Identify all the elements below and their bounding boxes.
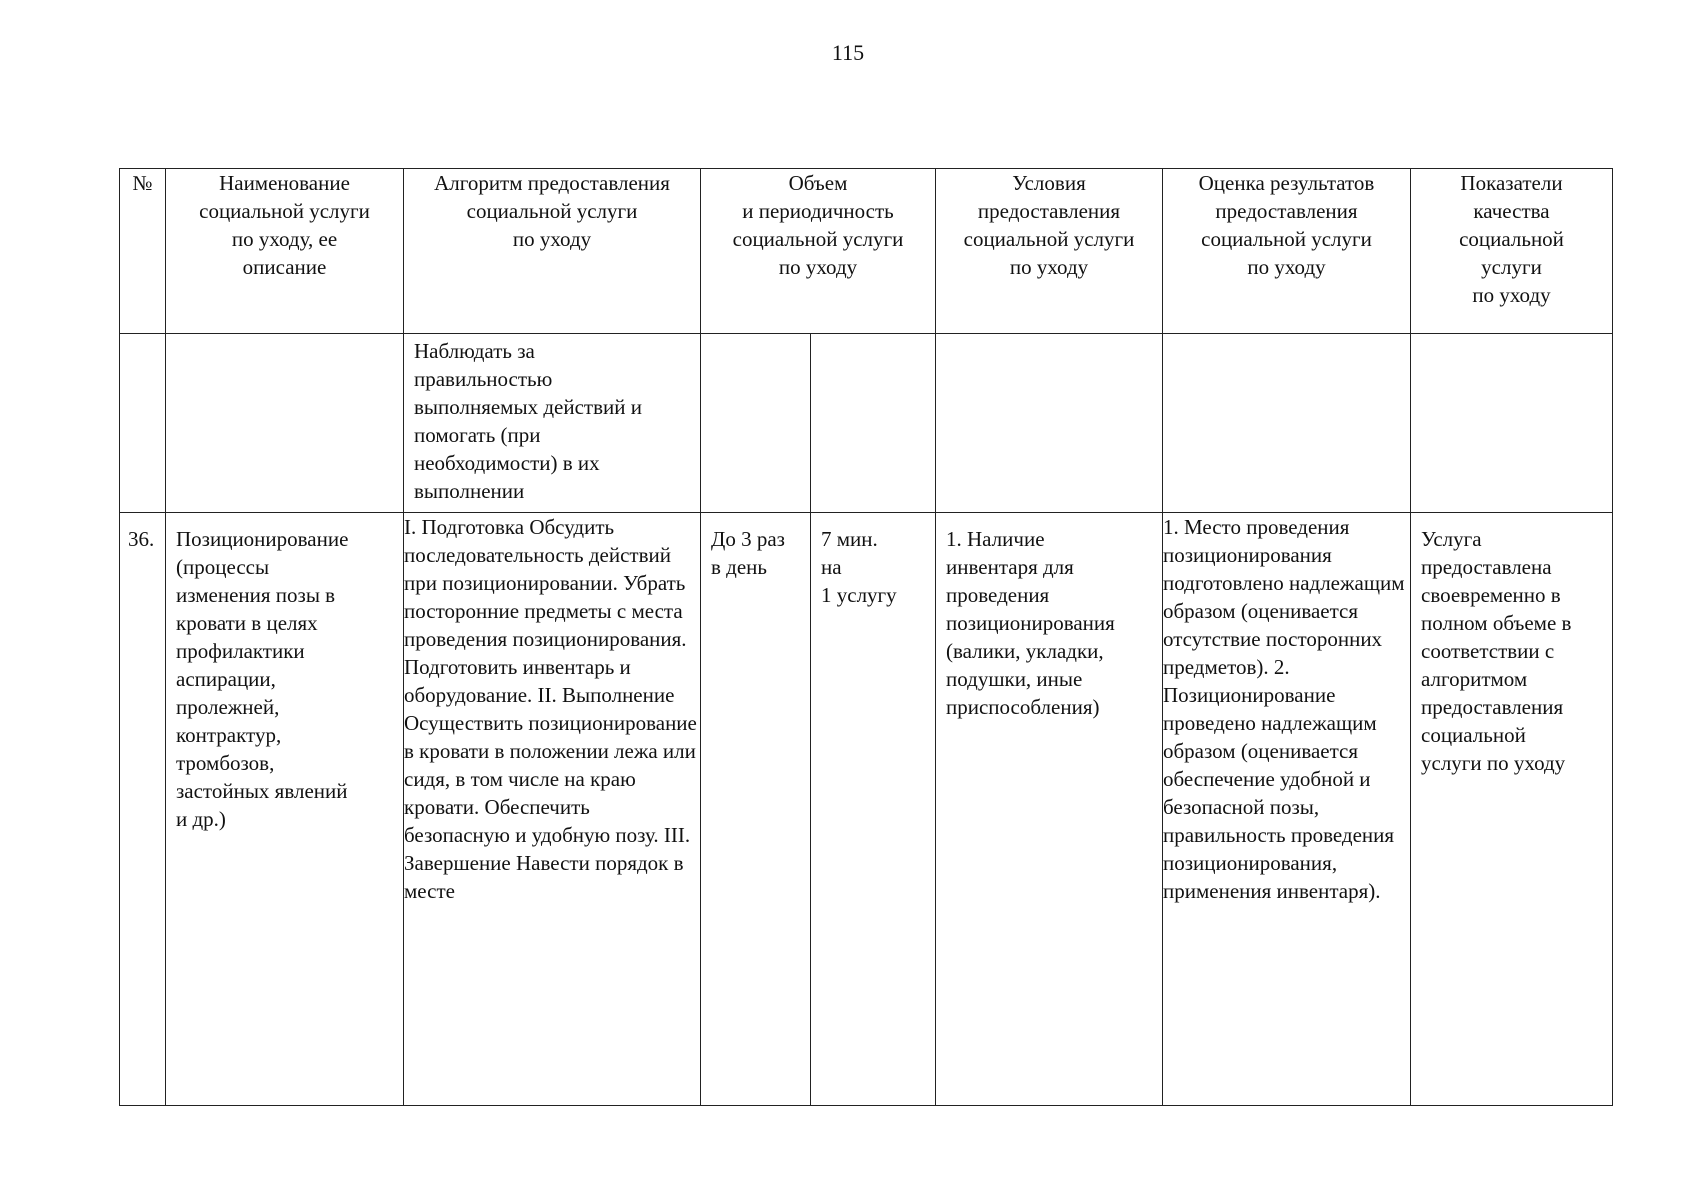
cell-name bbox=[166, 334, 404, 513]
cell-conditions bbox=[936, 334, 1163, 513]
cell-conditions: 1. Наличие инвентаря для проведения позиционирования (валики, укладки, подушки, иные приспособления) bbox=[936, 513, 1163, 1106]
header-name: Наименование социальной услуги по уходу, ее описание bbox=[166, 169, 404, 334]
table-header-row bbox=[120, 169, 1613, 334]
header-algorithm: Алгоритм предоставления социальной услуги по уходу bbox=[404, 169, 701, 334]
cell-algorithm: Наблюдать за правильностью выполняемых действий и помогать (при необходимости) в их выполнении bbox=[404, 334, 701, 513]
page-number: 115 bbox=[831, 40, 865, 65]
cell-num: 36. bbox=[120, 513, 166, 1106]
header-evaluation: Оценка результатов предоставления социальной услуги по уходу bbox=[1163, 169, 1411, 334]
cell-quality bbox=[1411, 334, 1613, 513]
header-num: № bbox=[120, 169, 166, 334]
cell-num bbox=[120, 334, 166, 513]
table-row bbox=[120, 513, 1613, 1106]
cell-name: Позиционирование (процессы изменения позы в кровати в целях профилактики аспирации, пролежней, контрактур, тромбозов, застойных явлений и др.) bbox=[166, 513, 404, 1106]
cell-evaluation: 1. Место проведения позиционирования подготовлено надлежащим образом (оценивается отсутствие посторонних предметов). 2. Позиционирование проведено надлежащим образом (оценивается обеспечение удобной и безопасной позы, правильность проведения позиционирования, применения инвентаря). bbox=[1163, 513, 1411, 1106]
cell-duration bbox=[811, 334, 936, 513]
table-row bbox=[120, 334, 1613, 513]
cell-frequency: До 3 раз в день bbox=[701, 513, 811, 1106]
services-table bbox=[119, 168, 1613, 1106]
header-conditions: Условия предоставления социальной услуги по уходу bbox=[936, 169, 1163, 334]
cell-duration: 7 мин. на 1 услугу bbox=[811, 513, 936, 1106]
cell-quality: Услуга предоставлена своевременно в полном объеме в соответствии с алгоритмом предоставления социальной услуги по уходу bbox=[1411, 513, 1613, 1106]
cell-evaluation bbox=[1163, 334, 1411, 513]
header-volume: Объем и периодичность социальной услуги по уходу bbox=[701, 169, 936, 334]
header-quality: Показатели качества социальной услуги по уходу bbox=[1411, 169, 1613, 334]
cell-algorithm: I. Подготовка Обсудить последовательность действий при позиционировании. Убрать посторонние предметы с места проведения позиционирования. Подготовить инвентарь и оборудование. II. Выполнение Осуществить позиционирование в кровати в положении лежа или сидя, в том числе на краю кровати. Обеспечить безопасную и удобную позу. III. Завершение Навести порядок в месте bbox=[404, 513, 701, 1106]
cell-frequency bbox=[701, 334, 811, 513]
